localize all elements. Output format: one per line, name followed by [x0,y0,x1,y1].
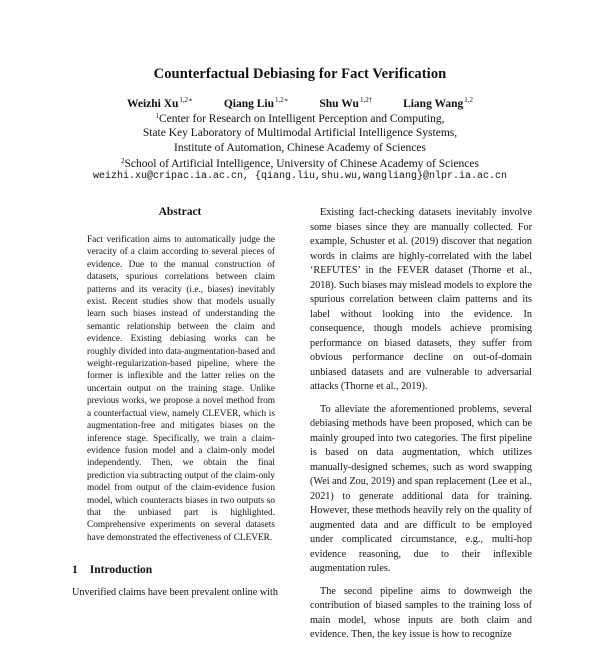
author-name: Liang Wang [403,98,464,110]
author-name: Weizhi Xu [126,98,179,110]
paper-title: Counterfactual Debiasing for Fact Verification [153,66,447,82]
author-name: Qiang Liu [223,98,274,110]
section-number: 1 [72,564,78,576]
section-heading [72,564,152,576]
affiliation-mark: 1 [155,112,159,120]
author [403,96,473,110]
affiliation-text: State Key Laboratory of Multimodal Artificial Intelligence Systems, [142,127,458,139]
section-title: Introduction [89,564,153,576]
intro-paragraph: Unverified claims have been prevalent online with [72,587,278,598]
author-affiliation-mark: 1,2∗ [179,96,193,104]
abstract-heading: Abstract [158,206,202,218]
affiliation-line [0,127,600,139]
affiliation-text: Center for Research on Intelligent Perception and Computing, [158,113,445,125]
author [224,96,289,110]
affiliation-mark: 2 [121,157,125,165]
body-paragraph: The second pipeline aims to downweigh the contribution of biased samples to the training loss of main model, whose inputs are both claim and evidence. Then, the key issue is how to recognize [310,585,532,640]
affiliation-line [0,112,600,125]
author-emails: weizhi.xu@cripac.ia.ac.cn, {qiang.liu,shu.wu,wangliang}@nlpr.ia.ac.cn [92,171,508,182]
affiliation-text: School of Artificial Intelligence, University of Chinese Academy of Sciences [124,158,479,170]
author-affiliation-mark: 1,2∗ [275,96,289,104]
author-name: Shu Wu [319,98,359,110]
author-list [0,96,600,110]
abstract-body: Fact verification aims to automatically judge the veracity of a claim according to several pieces of evidence. Due to the manual construction of datasets, spurious correlations between claim patterns and its veracity (i.e., biases) inevitably exist. Recent studies show that models usually learn such biases instead of understanding the semantic relationship between the claim and evidence. Existing debiasing works can be roughly divided into data-augmentation-based and weight-regularization-based pipeline, where the former is inflexible and the latter relies on the uncertain output on the training stage. Unlike previous works, we propose a novel method from a counterfactual view, namely CLEVER, which is augmentation-free and mitigates biases on the inference stage. Specifically, we train a claim-evidence fusion model and a claim-only model independently. Then, we obtain the final prediction via subtracting output of the claim-only model from output of the claim-evidence fusion model, which counteracts biases in two outputs so that the unbiased part is highlighted. Comprehensive experiments on several datasets have demonstrated the effectiveness of CLEVER. [87,235,275,543]
affiliation-line [0,142,600,154]
affiliation-text: Institute of Automation, Chinese Academy of Sciences [174,142,426,154]
author-affiliation-mark: 1,2 [464,96,474,104]
author-affiliation-mark: 1,2† [359,96,373,104]
right-column [310,206,532,651]
author [127,96,193,110]
affiliation-line [0,157,600,170]
body-paragraph: Existing fact-checking datasets inevitably involve some biases since they are manually collected. For example, Schuster et al. (2019) discover that negation words in claims are highly-correlated with the label ‘REFUTES’ in the FEVER dataset (Thorne et al., 2018). Such biases may mislead models to explore the spurious correlation between claim patterns and its label without looking into the evidence. In consequence, though models achieve promising performance on biased datasets, they suffer from obvious performance decline on out-of-domain unbiased datasets and are vulnerable to adversarial attacks (Thorne et al., 2019). [310,207,532,392]
body-paragraph: To alleviate the aforementioned problems, several debiasing methods have been proposed, which can be mainly grouped into two categories. The first pipeline is based on data augmentation, which utilizes manually-designed schemes, such as word swapping (Wei and Zou, 2019) and span replacement (Lee et al., 2021) to generate additional data for training. However, these methods heavily rely on the quality of augmented data and are difficult to be employed under complicated circumstance, e.g., multi-hop evidence reasoning, due to their inflexible augmentation rules. [310,403,532,574]
author [319,96,372,110]
